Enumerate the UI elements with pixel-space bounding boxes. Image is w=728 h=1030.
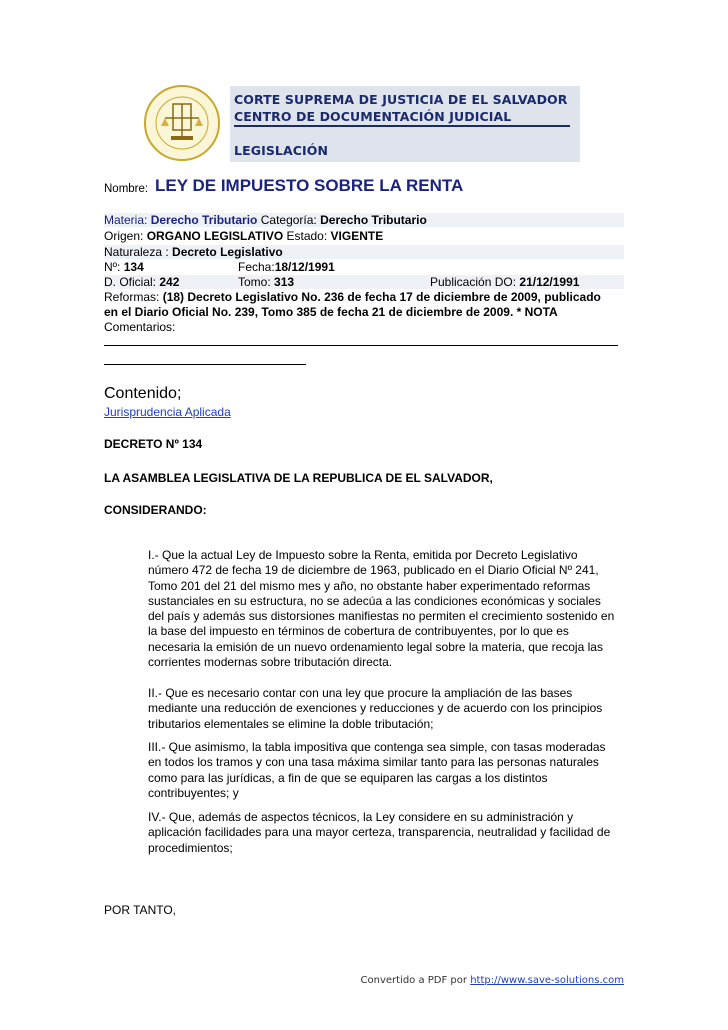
categoria-label: Categoría:: [260, 213, 317, 227]
paragraph-line: II.- Que es necesario contar con una ley que procure la ampliación de las bases: [148, 686, 573, 700]
oficial-field: [104, 275, 179, 289]
paragraph-line: como para las jurídicas, a fin de que se equiparen las cargas a los distintos: [148, 770, 548, 785]
contenido-heading: Contenido;: [104, 385, 182, 402]
meta-row-comentarios: [104, 320, 624, 334]
paragraph-line: aplicación facilidades para una mayor certeza, transparencia, neutralidad y facilidad de: [148, 825, 611, 840]
considerando-paragraph-2: [148, 686, 624, 732]
considerando-paragraph-4: [148, 810, 624, 856]
reformas-line1: (18) Decreto Legislativo No. 236 de fecha 17 de diciembre de 2009, publicado: [162, 290, 601, 304]
reformas-label: Reformas:: [104, 290, 160, 304]
publicacion-field: [430, 275, 579, 289]
oficial-label: D. Oficial:: [104, 275, 157, 289]
numero-field: [104, 260, 144, 274]
publicacion-label: Publicación DO:: [430, 275, 517, 289]
considerando-heading: CONSIDERANDO:: [104, 503, 207, 517]
paragraph-line: en todos los tramos y con una tasa máxima similar tanto para las personas naturales: [148, 755, 599, 770]
paragraph-line: la base del impuesto en términos de cobertura de contribuyentes, por lo que es: [148, 624, 569, 639]
tomo-value: 313: [274, 275, 295, 289]
jurisprudencia-link[interactable]: Jurisprudencia Aplicada: [104, 405, 231, 419]
tomo-field: [238, 275, 294, 289]
decreto-heading: DECRETO Nº 134: [104, 437, 203, 451]
fecha-value: 18/12/1991: [274, 260, 335, 274]
paragraph-line: número 472 de fecha 19 de diciembre de 1963, publicado en el Diario Oficial Nº 241,: [148, 563, 599, 578]
meta-row-origen: [104, 229, 624, 243]
banner-divider: [234, 125, 570, 127]
paragraph-line: del país y además sus distorsiones manifiestas no permiten el crecimiento sostenido en: [148, 609, 615, 624]
estado-label: Estado:: [286, 229, 328, 243]
por-tanto: POR TANTO,: [104, 903, 177, 917]
fecha-field: [238, 260, 335, 274]
asamblea-heading: LA ASAMBLEA LEGISLATIVA DE LA REPUBLICA DE EL SALVADOR,: [104, 471, 493, 485]
categoria-value: Derecho Tributario: [320, 213, 427, 227]
meta-row-naturaleza: [104, 245, 624, 259]
oficial-value: 242: [159, 275, 180, 289]
reformas-line2: en el Diario Oficial No. 239, Tomo 385 de fecha 21 de diciembre de 2009. * NOTA: [104, 305, 558, 319]
banner-line-court: CORTE SUPREMA DE JUSTICIA DE EL SALVADOR: [234, 92, 568, 107]
divider-rule: [104, 345, 618, 346]
nombre-label: Nombre:: [104, 183, 149, 195]
numero-value: 134: [123, 260, 144, 274]
meta-row-oficial: [104, 275, 624, 289]
materia-value: Derecho Tributario: [150, 213, 258, 227]
meta-row-reformas-cont: [104, 305, 624, 319]
estado-value: VIGENTE: [330, 229, 384, 243]
paragraph-line: procedimientos;: [148, 840, 233, 855]
meta-row-reformas: [104, 290, 624, 304]
comentarios-label: Comentarios:: [104, 320, 176, 334]
fecha-label: Fecha:: [238, 260, 275, 274]
naturaleza-value: Decreto Legislativo: [172, 245, 283, 259]
paragraph-line: mediante una reducción de exenciones y reducciones y de acuerdo con los principios: [148, 701, 603, 716]
paragraph-line: sustanciales en su estructura, no se adecúa a las condiciones económicas y sociales: [148, 593, 601, 608]
paragraph-line: necesaria la emisión de un nuevo ordenamiento legal sobre la materia, que recoja las: [148, 639, 603, 654]
footer-text: Convertido a PDF por: [360, 975, 468, 986]
paragraph-line: contribuyentes; y: [148, 785, 239, 800]
paragraph-line: IV.- Que, además de aspectos técnicos, la Ley considere en su administración y: [148, 810, 574, 824]
tomo-label: Tomo:: [238, 275, 271, 289]
divider-rule-short: [104, 364, 306, 365]
footer-link[interactable]: http://www.save-solutions.com: [470, 975, 624, 986]
origen-label: Origen:: [104, 229, 144, 243]
paragraph-line: corrientes modernas sobre tributación directa.: [148, 655, 393, 670]
law-title: LEY DE IMPUESTO SOBRE LA RENTA: [155, 176, 464, 195]
meta-row-materia: [104, 213, 624, 227]
paragraph-line: III.- Que asimismo, la tabla impositiva que contenga sea simple, con tasas moderadas: [148, 740, 606, 754]
footer: [361, 975, 625, 986]
paragraph-line: I.- Que la actual Ley de Impuesto sobre la Renta, emitida por Decreto Legislativo: [148, 548, 578, 562]
naturaleza-label: Naturaleza :: [104, 245, 169, 259]
publicacion-value: 21/12/1991: [519, 275, 580, 289]
paragraph-line: Tomo 201 del 21 del mismo mes y año, no obstante haber experimentado reformas: [148, 578, 591, 593]
banner-line-center: CENTRO DE DOCUMENTACIÓN JUDICIAL: [234, 109, 512, 124]
considerando-paragraph-1: [148, 548, 624, 670]
meta-row-numero: [104, 260, 624, 274]
numero-label: Nº:: [104, 260, 121, 274]
court-seal-icon: [143, 84, 221, 162]
banner-line-legislacion: LEGISLACIÓN: [234, 143, 329, 158]
paragraph-line: tributarios elementales se elimine la doble tributación;: [148, 716, 434, 731]
origen-value: ORGANO LEGISLATIVO: [146, 229, 284, 243]
materia-label: Materia:: [104, 213, 148, 227]
considerando-paragraph-3: [148, 740, 624, 801]
